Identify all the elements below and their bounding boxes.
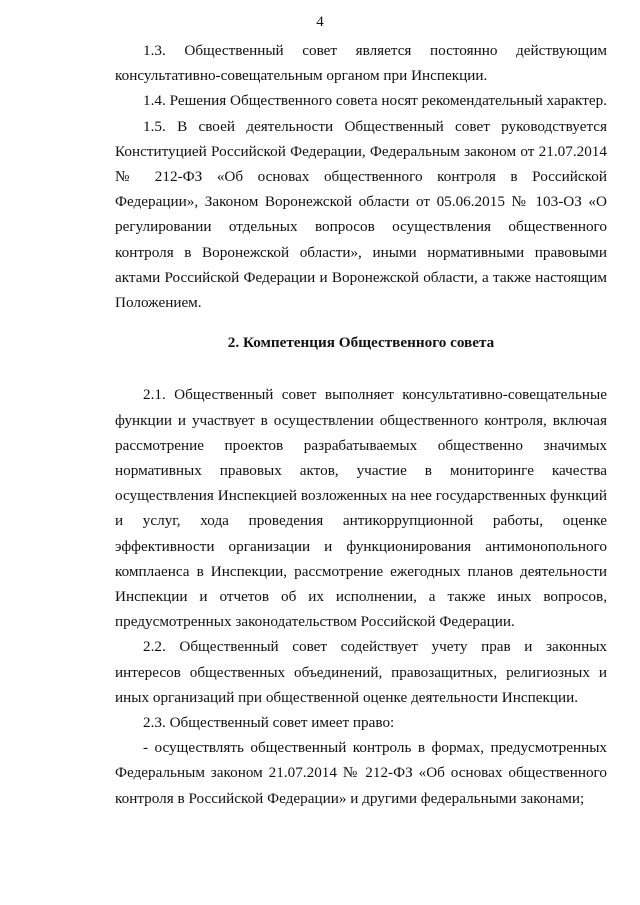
paragraph-2-2: 2.2. Общественный совет содействует учету прав и законных интересов общественных объединений, правозащитных, религиозных и иных организаций при общественной оценке деятельности Инспекции. bbox=[115, 638, 607, 706]
paragraph-2-3: 2.3. Общественный совет имеет право: bbox=[143, 714, 395, 732]
section-heading-competence: 2. Компетенция Общественного совета bbox=[227, 334, 495, 352]
paragraph-1-4: 1.4. Решения Общественного совета носят рекомендательный характер. bbox=[143, 92, 607, 110]
heading-spacer bbox=[115, 368, 607, 382]
paragraph-2-1: 2.1. Общественный совет выполняет консультативно-совещательные функции и участвует в осуществлении общественного контроля, включая рассмотрение проектов разрабатываемых общественно значимых нормативных правовых актов, участие в мониторинге качества осуществления Инспекцией возложенных на нее государственных функций и услуг, хода проведения антикоррупционной работы, оценке эффективности организации и функционирования антимонопольного комплаенса в Инспекции, рассмотрение ежегодных планов деятельности Инспекции и отчетов об их исполнении, а также иных вопросов, предусмотренных законодательством Российской Федерации. bbox=[115, 386, 607, 631]
list-item-public-control: - осуществлять общественный контроль в формах, предусмотренных Федеральным законом 21.07.2014 № 212-ФЗ «Об основах общественного контроля в Российской Федерации» и другими федеральными законами; bbox=[115, 739, 607, 807]
page-number: 4 bbox=[316, 14, 324, 30]
paragraph-1-5: 1.5. В своей деятельности Общественный совет руководствуется Конституцией Российской Федерации, Федеральным законом от 21.07.2014 № 212-ФЗ «Об основах общественного контроля в Российской Федерации», Законом Воронежской области от 05.06.2015 № 103-ОЗ «О регулировании отдельных вопросов осуществления общественного контроля в Воронежской области», иными нормативными правовыми актами Российской Федерации и Воронежской области, а также настоящим Положением. bbox=[115, 117, 607, 312]
document-body bbox=[115, 38, 607, 811]
paragraph-1-3: 1.3. Общественный совет является постоянно действующим консультативно-совещательным органом при Инспекции. bbox=[115, 42, 607, 85]
